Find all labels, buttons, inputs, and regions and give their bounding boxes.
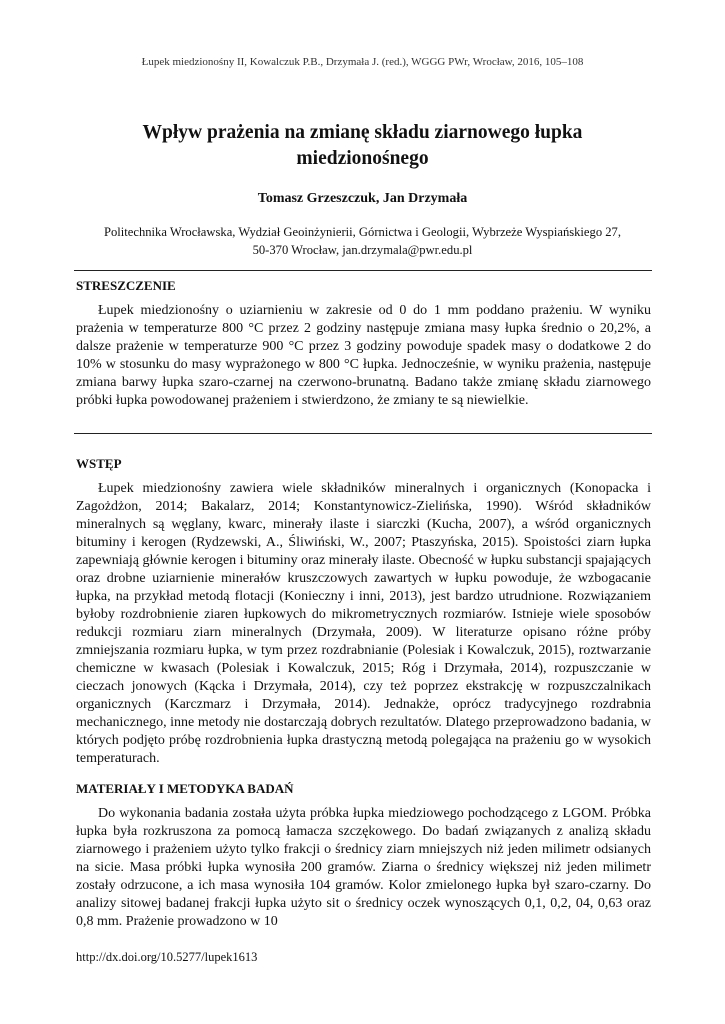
intro-heading: WSTĘP — [76, 456, 122, 471]
paper-title — [90, 120, 635, 172]
affiliation-line-1: Politechnika Wrocławska, Wydział Geoinżynierii, Górnictwa i Geologii, Wybrzeże Wyspiańskiego 27, — [103, 225, 622, 239]
affiliation-line-2: 50-370 Wrocław, jan.drzymala@pwr.edu.pl — [252, 243, 473, 257]
intro-text: Łupek miedzionośny zawiera wiele składników mineralnych i organicznych (Konopacka i Zagożdżon, 2014; Bakalarz, 2014; Konstantynowicz-Zielińska, 1990). Wśród składników mineralnych są węglany, kwarc, minerały ilaste i siarczki (Kucha, 2007), a wśród organicznych bituminy i kerogen (Rydzewski, A., Śliwiński, W., 2007; Ptaszyńska, 2015). Spoistości ziarn łupka zapewniają głównie kerogen i bituminy oraz minerały ilaste. Obecność w łupku substancji spajających oraz drobne uziarnienie minerałów kruszczowych zawartych w łupku powoduje, że wzbogacanie łupka, na przykład metodą flotacji (Konieczny i inni, 2013), jest bardzo utrudnione. Rozwiązaniem byłoby rozdrobnienie ziaren łupkowych do mikrometrycznych rozmiarów. Istnieje wiele sposobów redukcji rozmiaru ziarn mineralnych (Drzymała, 2009). W literaturze opisano różne próby zmniejszania rozmiaru łupka, w tym przez rozdrabnianie (Polesiak i Kowalczuk, 2015), roztwarzanie chemiczne w kwasach (Polesiak i Kowalczuk, 2015; Róg i Drzymała, 2014), rozpuszczanie w cieczach jonowych (Kącka i Drzymała, 2014), czy też poprzez ekstrakcję w rozpuszczalnikach organicznych (Karczmarz i Drzymała, 2014). Jednakże, oprócz tradycyjnego rozdrabnia mechanicznego, inne metody nie dostarczają dobrych rezultatów. Dlatego przeprowadzono badania, w których podjęto próbę rozdrobnienia łupka drastyczną metodą polegająca na prażeniu go w wysokich temperaturach. — [76, 481, 651, 766]
running-header: Łupek miedzionośny II, Kowalczuk P.B., Drzymała J. (red.), WGGG PWr, Wrocław, 2016, 105–108 — [141, 56, 584, 68]
abstract-heading: STRESZCZENIE — [76, 278, 176, 293]
abstract-text: Łupek miedzionośny o uziarnieniu w zakresie od 0 do 1 mm poddano prażeniu. W wyniku prażenia w temperaturze 800 °C przez 2 godziny następuje zmiana masy łupka średnio o 20,2%, a dalsze prażenie w temperaturze 900 °C przez 3 godziny powoduje spadek masy o dodatkowe 2 do 10% w stosunku do masy wyprażonego w 800 °C łupka. Jednocześnie, w wyniku prażenia, następuje zmiana barwy łupka szaro-czarnej na czerwono-brunatną. Badano także zmianę składu ziarnowego próbki łupka powodowanej prażeniem i stwierdzono, że zmiany te są niewielkie. — [76, 303, 651, 408]
doi-link[interactable]: http://dx.doi.org/10.5277/lupek1613 — [76, 950, 258, 964]
abstract-bottom-rule — [74, 433, 652, 434]
methods-heading: MATERIAŁY I METODYKA BADAŃ — [76, 781, 294, 796]
title-line-1: Wpływ prażenia na zmianę składu ziarnowego łupka — [142, 122, 583, 143]
affiliation — [80, 223, 645, 259]
title-line-2: miedzionośnego — [296, 148, 429, 169]
methods-text: Do wykonania badania została użyta próbka łupka miedziowego pochodzącego z LGOM. Próbka łupka była rozkruszona za pomocą łamacza szczękowego. Do badań związanych z analizą składu ziarnowego i prażeniem użyto tylko frakcji o średnicy ziarn mniejszych niż jeden milimetr odsianych na sicie. Masa próbki łupka wynosiła 200 gramów. Ziarna o średnicy większej niż jeden milimetr zostały odrzucone, a ich masa wynosiła 104 gramów. Kolor zmielonego łupka był szaro-czarny. Do analizy sitowej badanej frakcji łupka użyto sit o średnicy oczek wynoszących 0,1, 0,2, 04, 0,63 oraz 0,8 mm. Prażenie prowadzono w 10 — [76, 806, 651, 929]
abstract-top-rule — [74, 270, 652, 271]
authors: Tomasz Grzeszczuk, Jan Drzymała — [257, 191, 468, 206]
